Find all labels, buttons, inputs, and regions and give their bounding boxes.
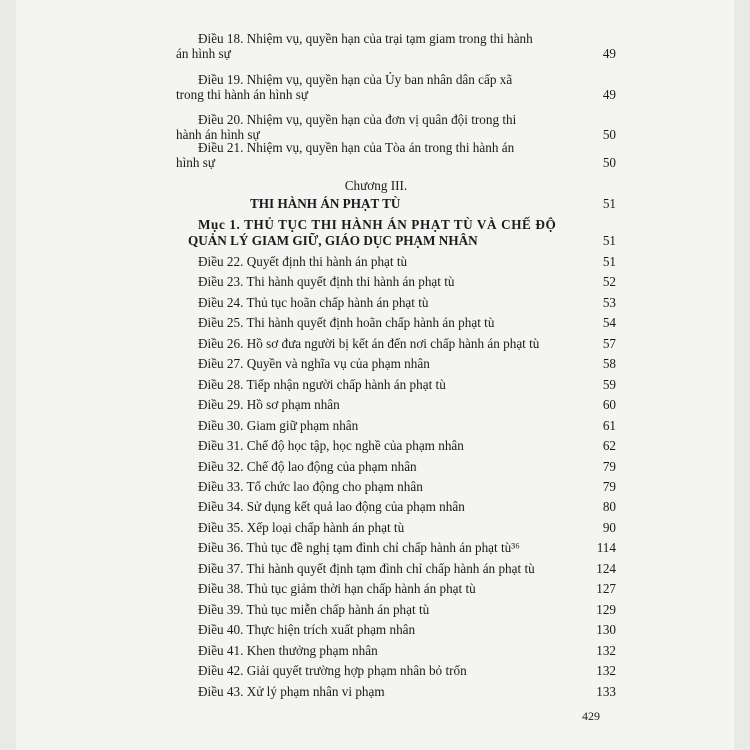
- toc-entry-title: Điều 40. Thực hiện trích xuất phạm nhân: [198, 622, 416, 638]
- toc-entry-title: Điều 43. Xử lý phạm nhân vi phạm: [198, 683, 385, 699]
- toc-entry-page: 114: [596, 540, 616, 556]
- toc-entry-page: 124: [596, 560, 616, 576]
- page-number: 429: [582, 709, 600, 723]
- toc-entry-page: 49: [602, 87, 616, 102]
- toc-entry-title: Điều 42. Giải quyết trường hợp phạm nhân bỏ trốn: [198, 663, 467, 678]
- toc-entry-page: 90: [602, 519, 616, 535]
- chapter-title: THI HÀNH ÁN PHẠT TÙ: [250, 196, 401, 211]
- toc-entry-page: 59: [602, 376, 616, 392]
- toc-entry-title: Điều 23. Thi hành quyết định thi hành án phạt tù: [198, 274, 455, 290]
- toc-entry-page: 51: [602, 254, 616, 269]
- toc-entry-title: Điều 18. Nhiệm vụ, quyền hạn của trại tạm giam trong thi hành: [198, 31, 533, 46]
- toc-entry-title: Điều 22. Quyết định thi hành án phạt tù: [198, 254, 408, 269]
- toc-entry-title: Điều 28. Tiếp nhận người chấp hành án phạt tù: [198, 376, 446, 392]
- toc-entry-page: 80: [602, 499, 616, 515]
- toc-entry-page: 132: [596, 642, 616, 658]
- toc-entry-page: 130: [596, 622, 616, 638]
- toc-entry-title: Điều 26. Hồ sơ đưa người bị kết án đến nơi chấp hành án phạt tù: [198, 335, 540, 351]
- toc-entry-title: Điều 32. Chế độ lao động của phạm nhân: [198, 458, 417, 474]
- toc-entry-page: 50: [602, 127, 616, 142]
- toc-entry-page: 51: [602, 233, 616, 248]
- toc-entry-page: 57: [602, 335, 616, 351]
- toc-entry-page: 58: [602, 356, 616, 372]
- toc-entry-title: Điều 41. Khen thưởng phạm nhân: [198, 642, 378, 658]
- toc-entry-title: trong thi hành án hình sự: [176, 87, 309, 102]
- toc-entry-title: Điều 20. Nhiệm vụ, quyền hạn của đơn vị quân đội trong thi: [198, 112, 517, 127]
- toc-entry-title: Điều 27. Quyền và nghĩa vụ của phạm nhân: [198, 356, 430, 372]
- toc-entry-title: Điều 34. Sử dụng kết quả lao động của phạm nhân: [198, 499, 465, 515]
- toc-entry-title: Điều 37. Thi hành quyết định tạm đình chỉ chấp hành án phạt tù: [198, 560, 535, 576]
- toc-entry-title: Điều 30. Giam giữ phạm nhân: [198, 417, 359, 433]
- book-page: [16, 0, 734, 750]
- toc-entry-title: Điều 33. Tổ chức lao động cho phạm nhân: [198, 478, 423, 494]
- toc-entry-title: Điều 24. Thủ tục hoãn chấp hành án phạt tù: [198, 294, 429, 310]
- toc-entry-title: án hình sự: [176, 46, 231, 61]
- toc-entry-title: Điều 39. Thủ tục miễn chấp hành án phạt tù: [198, 601, 430, 617]
- section-title: Mục 1. THỦ TỤC THI HÀNH ÁN PHẠT TÙ VÀ CHẾ ĐỘ: [198, 217, 557, 232]
- toc-entry-title: Điều 25. Thi hành quyết định hoãn chấp hành án phạt tù: [198, 315, 495, 331]
- toc-entry-page: 62: [602, 438, 616, 453]
- toc-entry-page: 129: [596, 601, 616, 617]
- toc-entry-page: 53: [602, 294, 616, 310]
- toc-entry-title: Điều 19. Nhiệm vụ, quyền hạn của Ủy ban nhân dân cấp xã: [198, 72, 513, 87]
- toc-entry-page: 52: [602, 274, 616, 290]
- toc-entry-page: 61: [602, 417, 616, 433]
- toc-entry-page: 54: [602, 315, 616, 331]
- toc-entry-page: 51: [602, 196, 616, 211]
- toc-entry-page: 79: [602, 478, 616, 494]
- toc-entry-title: hành án hình sự: [176, 127, 260, 142]
- chapter-number: Chương III.: [344, 178, 408, 193]
- toc-entry-page: 60: [602, 397, 616, 413]
- toc-entry-page: 132: [596, 663, 616, 678]
- section-title: QUẢN LÝ GIAM GIỮ, GIÁO DỤC PHẠM NHÂN: [188, 233, 478, 248]
- toc-entry-title: Điều 38. Thủ tục giảm thời hạn chấp hành án phạt tù: [198, 581, 476, 597]
- toc-entry-page: 133: [596, 683, 616, 699]
- toc-entry-title: Điều 31. Chế độ học tập, học nghề của phạm nhân: [198, 438, 464, 453]
- toc-entry-title: Điều 35. Xếp loại chấp hành án phạt tù: [198, 519, 405, 535]
- toc-entry-title: Điều 36. Thủ tục đề nghị tạm đình chỉ chấp hành án phạt tù³⁶: [198, 540, 520, 556]
- toc-entry-title: hình sự: [176, 155, 216, 170]
- toc-entry-title: Điều 29. Hồ sơ phạm nhân: [198, 397, 340, 413]
- toc-entry-page: 50: [602, 155, 616, 170]
- toc-entry-title: Điều 21. Nhiệm vụ, quyền hạn của Tòa án trong thi hành án: [198, 140, 515, 155]
- toc-entry-page: 127: [596, 581, 616, 597]
- toc-entry-page: 49: [602, 46, 616, 61]
- toc-entry-page: 79: [602, 458, 616, 474]
